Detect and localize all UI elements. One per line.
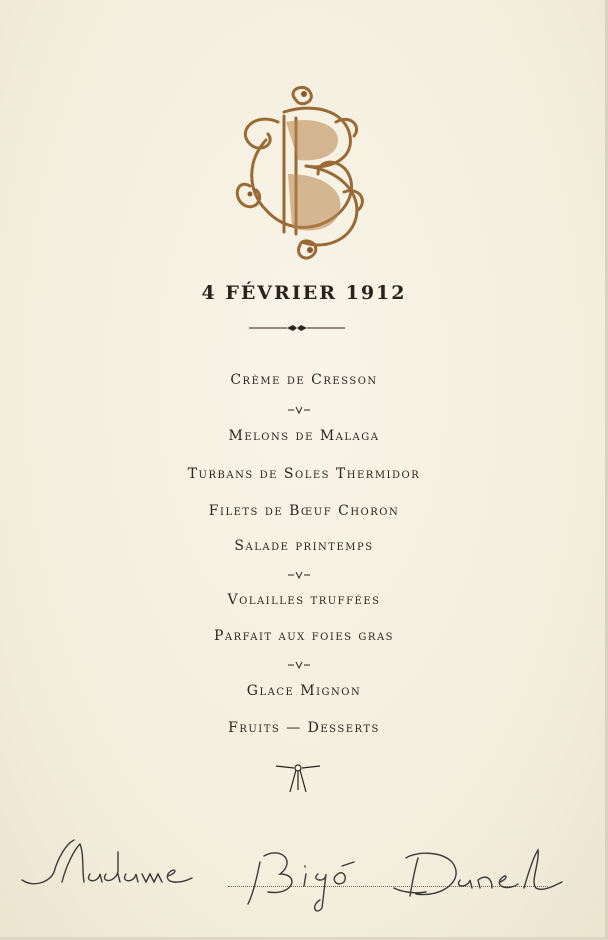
- course-item: Parfait aux foies gras: [213, 628, 395, 644]
- course-item: Fruits — Desserts: [228, 720, 380, 736]
- flourish-ornament: [286, 405, 312, 415]
- divider-ornament: [247, 320, 347, 336]
- course-item: Salade printemps: [234, 538, 374, 554]
- flourish-ornament: [286, 660, 312, 670]
- course-item: Glace Mignon: [246, 683, 362, 699]
- menu-date: 4 FÉVRIER 1912: [201, 282, 407, 304]
- course-item: Filets de Bœuf Choron: [208, 503, 400, 519]
- handwritten-guest-name: [14, 822, 574, 912]
- flourish-ornament: [286, 570, 312, 580]
- monogram-emblem: [226, 82, 372, 264]
- course-item: Turbans de Soles Thermidor: [187, 466, 421, 482]
- bow-ornament: [272, 760, 324, 796]
- course-item: Melons de Malaga: [228, 428, 380, 444]
- course-item: Volailles truffées: [227, 592, 381, 608]
- course-item: Crème de Cresson: [230, 372, 378, 388]
